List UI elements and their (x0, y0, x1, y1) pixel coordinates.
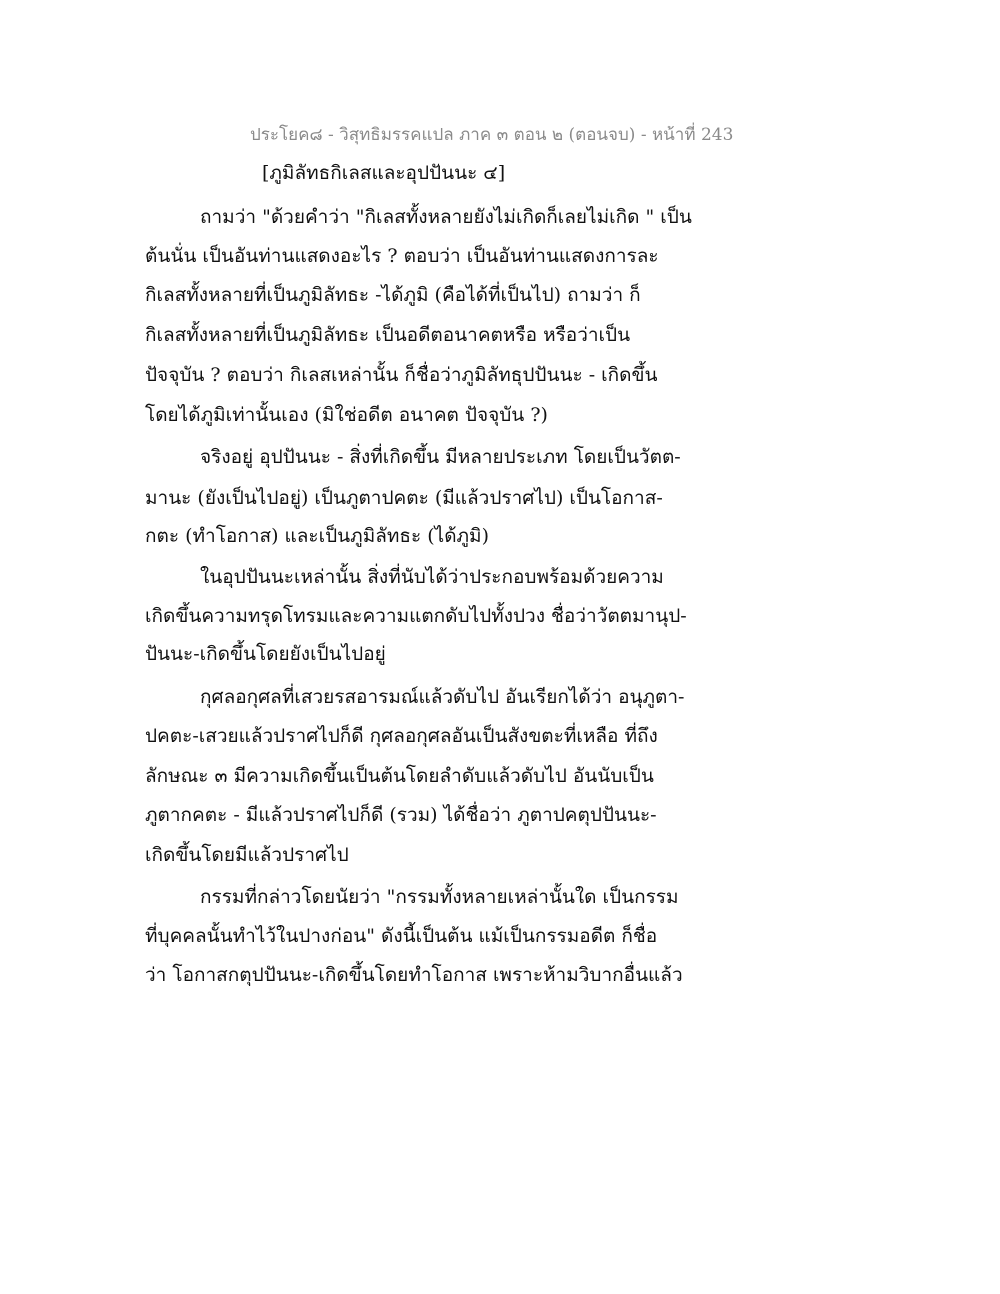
text-line: เกิดขึ้นโดยมีแล้วปราศไป (145, 844, 349, 866)
text-line: กุศลอกุศลที่เสวยรสอารมณ์แล้วดับไป อันเรียกได้ว่า อนุภูตา- (200, 686, 685, 708)
text-line: ภูตากคตะ - มีแล้วปราศไปก็ดี (รวม) ได้ชื่อว่า ภูตาปคตุปปันนะ- (145, 804, 657, 826)
text-line: ถามว่า "ด้วยคำว่า "กิเลสทั้งหลายยังไม่เกิดก็เลยไม่เกิด " เป็น (200, 206, 692, 228)
text-line: เกิดขึ้นความทรุดโทรมและความแตกดับไปทั้งปวง ชื่อว่าวัตตมานุป- (145, 605, 687, 627)
text-line: กรรมที่กล่าวโดยนัยว่า "กรรมทั้งหลายเหล่านั้นใด เป็นกรรม (200, 886, 679, 908)
text-line: กตะ (ทำโอกาส) และเป็นภูมิลัทธะ (ได้ภูมิ) (145, 525, 489, 547)
text-line: จริงอยู่ อุปปันนะ - สิ่งที่เกิดขึ้น มีหลายประเภท โดยเป็นวัตต- (200, 446, 681, 468)
text-line: กิเลสทั้งหลายที่เป็นภูมิลัทธะ เป็นอดีตอนาคตหรือ หรือว่าเป็น (145, 324, 631, 346)
text-line: โดยได้ภูมิเท่านั้นเอง (มิใช่อดีต อนาคต ปัจจุบัน ?) (145, 404, 548, 426)
text-line: ปันนะ-เกิดขึ้นโดยยังเป็นไปอยู่ (145, 643, 386, 665)
text-line: ในอุปปันนะเหล่านั้น สิ่งที่นับได้ว่าประกอบพร้อมด้วยความ (200, 566, 664, 588)
text-line: กิเลสทั้งหลายที่เป็นภูมิลัทธะ -ได้ภูมิ (คือได้ที่เป็นไป) ถามว่า ก็ (145, 284, 641, 306)
text-line: ปัจจุบัน ? ตอบว่า กิเลสเหล่านั้น ก็ชื่อว่าภูมิลัทธุปปันนะ - เกิดขึ้น (145, 364, 658, 386)
section-heading: [ภูมิลัทธกิเลสและอุปปันนะ ๔] (262, 162, 506, 184)
text-line: ที่บุคคลนั้นทำไว้ในปางก่อน" ดังนี้เป็นต้น แม้เป็นกรรมอดีต ก็ชื่อ (145, 925, 658, 947)
text-line: มานะ (ยังเป็นไปอยู่) เป็นภูตาปคตะ (มีแล้วปราศไป) เป็นโอกาส- (145, 487, 663, 509)
text-line: ลักษณะ ๓ มีความเกิดขึ้นเป็นต้นโดยลำดับแล้วดับไป อันนับเป็น (145, 765, 654, 787)
page-header: ประโยค๘ - วิสุทธิมรรคแปล ภาค ๓ ตอน ๒ (ตอนจบ) - หน้าที่ 243 (250, 125, 734, 145)
text-line: ว่า โอกาสกตุปปันนะ-เกิดขึ้นโดยทำโอกาส เพราะห้ามวิบากอื่นแล้ว (145, 964, 683, 986)
text-line: ปคตะ-เสวยแล้วปราศไปก็ดี กุศลอกุศลอันเป็นสังขตะที่เหลือ ที่ถึง (145, 725, 658, 747)
text-line: ต้นนั่น เป็นอันท่านแสดงอะไร ? ตอบว่า เป็นอันท่านแสดงการละ (145, 245, 659, 267)
